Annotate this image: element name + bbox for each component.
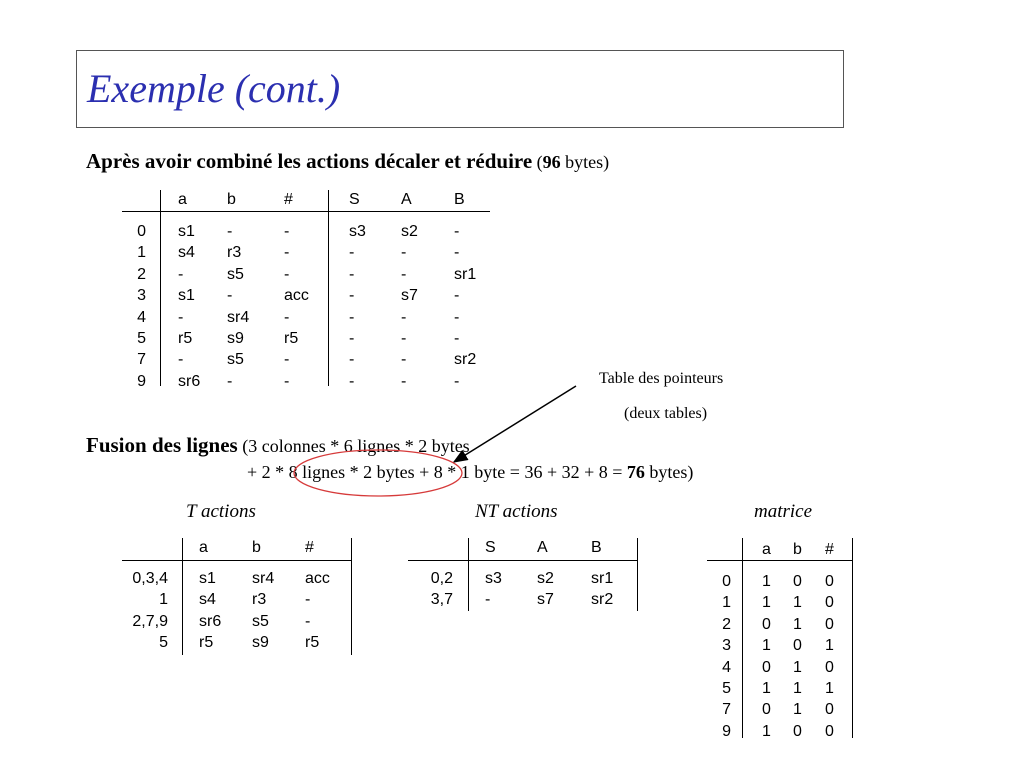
t-table-cell: s4 — [199, 591, 216, 609]
caption-matrice: matrice — [754, 501, 813, 522]
highlight-ellipse — [294, 450, 462, 496]
matrix-cell: 1 — [793, 615, 802, 633]
main-table-state-label: 4 — [137, 308, 146, 326]
nt-table-cell: s2 — [537, 570, 554, 587]
main-table-state-label: 7 — [137, 351, 146, 369]
main-table-cell: s9 — [227, 330, 244, 347]
main-table-cell: - — [349, 287, 355, 305]
main-table-cell: - — [349, 372, 355, 390]
t-table-cell: acc — [305, 570, 330, 587]
t-table-cell: r5 — [199, 634, 214, 652]
nt-table-header-cell: B — [591, 539, 602, 556]
matrix-cell: 1 — [825, 680, 834, 697]
main-table-cell: - — [178, 265, 184, 283]
main-table-cell: s5 — [227, 265, 244, 283]
main-table-cell: - — [454, 372, 460, 390]
main-table-header-cell: A — [401, 191, 412, 208]
main-table-cell: - — [401, 244, 407, 262]
matrix-state-label: 3 — [722, 637, 731, 655]
heading-combined-count: 96 — [542, 152, 561, 172]
main-table-cell: - — [349, 351, 355, 369]
caption-t-actions: T actions — [186, 501, 256, 522]
nt-table-state-label: 3,7 — [430, 591, 453, 609]
main-table-cell: - — [454, 244, 460, 262]
t-table-header-cell: b — [252, 539, 261, 556]
main-table-cell: s3 — [349, 223, 366, 240]
matrix-cell: 0 — [825, 658, 834, 676]
main-table-cell: - — [178, 308, 184, 326]
t-table-cell: - — [305, 591, 311, 609]
main-table-cell: r5 — [284, 330, 299, 347]
t-table-cell: - — [305, 612, 311, 630]
main-table-cell: - — [284, 244, 290, 262]
main-table-cell: - — [284, 223, 290, 240]
nt-table-cell: s7 — [537, 591, 554, 609]
heading-combined-unit: bytes) — [560, 152, 610, 172]
main-table-cell: - — [178, 351, 184, 369]
t-table-header-rule — [122, 560, 352, 561]
nt-table-header-rule — [408, 560, 638, 561]
fusion-line2-suffix: + 8 * 1 byte = 36 + 32 + 8 = — [414, 462, 627, 482]
matrix-header-cell: a — [762, 541, 771, 558]
matrix-cell: 1 — [793, 701, 802, 719]
t-table-cell: s9 — [252, 634, 269, 652]
caption-nt-actions: NT actions — [475, 501, 558, 522]
fusion-line2-prefix: + 2 * — [247, 462, 289, 482]
main-table-cell: - — [349, 244, 355, 262]
main-table-state-label: 3 — [137, 287, 146, 305]
heading-fusion-rest: (3 colonnes * 6 lignes * 2 bytes — [237, 436, 470, 456]
matrix-cell: 1 — [762, 594, 771, 612]
main-table-cell: sr2 — [454, 351, 477, 369]
main-table-cell: s7 — [401, 287, 418, 305]
slide-title: Exemple (cont.) — [87, 66, 341, 111]
matrix-header-cell: b — [793, 541, 802, 558]
main-table-cell: s1 — [178, 223, 195, 240]
main-table-cell: sr6 — [178, 372, 201, 390]
main-table-cell: s4 — [178, 244, 195, 262]
main-table-header-cell: a — [178, 191, 187, 208]
heading-fusion-bold: Fusion des lignes — [86, 433, 238, 457]
t-table-state-separator — [182, 538, 183, 655]
matrix-state-label: 0 — [722, 573, 731, 590]
main-table-cell: acc — [284, 287, 309, 305]
matrix-state-separator — [742, 538, 743, 738]
pointer-note-line2: (deux tables) — [624, 405, 708, 422]
main-table-cell: - — [349, 265, 355, 283]
matrix-state-label: 5 — [722, 680, 731, 697]
t-table-cell: s5 — [252, 612, 269, 630]
matrix-cell: 1 — [762, 722, 771, 740]
main-table-cell: s5 — [227, 351, 244, 369]
fusion-total: 76 — [626, 462, 645, 482]
nt-table-header-cell: A — [537, 539, 548, 556]
matrix-cell: 1 — [762, 680, 771, 697]
fusion-unit: bytes) — [644, 462, 694, 482]
matrix-cell: 0 — [825, 594, 834, 612]
pointer-note-line1: Table des pointeurs — [599, 370, 724, 387]
fusion-line2-circled: 8 lignes * 2 bytes — [288, 462, 415, 482]
main-table-cell: s2 — [401, 223, 418, 240]
matrix-cell: 0 — [762, 615, 771, 633]
matrix-cell: 0 — [825, 615, 834, 633]
main-table-cell: - — [401, 351, 407, 369]
main-table-cell: - — [284, 265, 290, 283]
t-table-header-cell: a — [199, 539, 208, 556]
matrix-state-label: 7 — [722, 701, 731, 719]
t-table-state-label: 0,3,4 — [132, 570, 168, 587]
main-table-cell: - — [227, 287, 233, 305]
nt-table-cell: - — [485, 591, 491, 609]
matrix-cell: 1 — [793, 680, 802, 697]
t-table-state-label: 2,7,9 — [132, 612, 168, 630]
matrix-header-cell: # — [825, 541, 834, 558]
matrix-cell: 0 — [793, 637, 802, 655]
t-table-state-label: 1 — [159, 591, 168, 609]
nt-table-cell: sr2 — [591, 591, 614, 609]
pointer-arrow — [454, 386, 576, 462]
t-table-state-label: 5 — [159, 634, 168, 652]
main-table-cell: sr1 — [454, 265, 477, 283]
matrix-cell: 1 — [793, 658, 802, 676]
matrix-cell: 0 — [762, 701, 771, 719]
main-table-state-label: 9 — [137, 372, 146, 390]
main-table-cell: - — [454, 308, 460, 326]
nt-table-header-cell: S — [485, 539, 496, 556]
main-table-cell: - — [454, 330, 460, 347]
main-table-cell: - — [284, 351, 290, 369]
t-table-cell: r5 — [305, 634, 320, 652]
main-table-state-label: 1 — [137, 244, 146, 262]
matrix-right-border — [852, 538, 853, 738]
main-table-cell: - — [401, 330, 407, 347]
matrix-cell: 1 — [825, 637, 834, 655]
main-table-state-label: 5 — [137, 330, 146, 347]
matrix-cell: 0 — [793, 722, 802, 740]
main-table-cell: - — [401, 308, 407, 326]
nt-table-right-border — [637, 538, 638, 611]
nt-table-cell: s3 — [485, 570, 502, 587]
nt-table-state-label: 0,2 — [430, 570, 453, 587]
matrix-state-label: 2 — [722, 615, 731, 633]
main-table-header-cell: S — [349, 191, 360, 208]
main-table-cell: r3 — [227, 244, 242, 262]
main-table-cell: - — [227, 223, 233, 240]
t-table-right-border — [351, 538, 352, 655]
t-table-header-cell: # — [305, 539, 314, 556]
main-table-cell: - — [349, 308, 355, 326]
matrix-cell: 0 — [825, 722, 834, 740]
t-table-cell: sr6 — [199, 612, 222, 630]
matrix-state-label: 4 — [722, 658, 731, 676]
main-table-cell: s1 — [178, 287, 195, 305]
matrix-cell: 1 — [793, 594, 802, 612]
main-table-cell: r5 — [178, 330, 193, 347]
matrix-cell: 0 — [825, 573, 834, 590]
main-table-state-label: 0 — [137, 223, 146, 240]
t-table-cell: sr4 — [252, 570, 275, 587]
main-table-cell: sr4 — [227, 308, 250, 326]
matrix-state-label: 9 — [722, 722, 731, 740]
main-table-cell: - — [284, 372, 290, 390]
main-table-state-label: 2 — [137, 265, 146, 283]
matrix-cell: 1 — [762, 637, 771, 655]
matrix-cell: 0 — [793, 573, 802, 590]
nt-table-cell: sr1 — [591, 570, 614, 587]
nt-table-state-separator — [468, 538, 469, 611]
main-table-header-cell: b — [227, 191, 236, 208]
heading-combined-bold: Après avoir combiné les actions décaler et réduire — [86, 149, 533, 173]
main-table-cell: - — [454, 223, 460, 240]
main-table-header-cell: B — [454, 191, 465, 208]
main-table-cell: - — [401, 372, 407, 390]
matrix-cell: 1 — [762, 573, 771, 590]
main-table-header-cell: # — [284, 191, 293, 208]
main-table-cell: - — [349, 330, 355, 347]
t-table-cell: s1 — [199, 570, 216, 587]
matrix-cell: 0 — [762, 658, 771, 676]
heading-combined-paren: ( — [532, 152, 543, 172]
matrix-cell: 0 — [825, 701, 834, 719]
matrix-state-label: 1 — [722, 594, 731, 612]
t-table-cell: r3 — [252, 591, 267, 609]
main-table-cell: - — [284, 308, 290, 326]
main-table-cell: - — [454, 287, 460, 305]
main-table-cell: - — [401, 265, 407, 283]
main-table-cell: - — [227, 372, 233, 390]
